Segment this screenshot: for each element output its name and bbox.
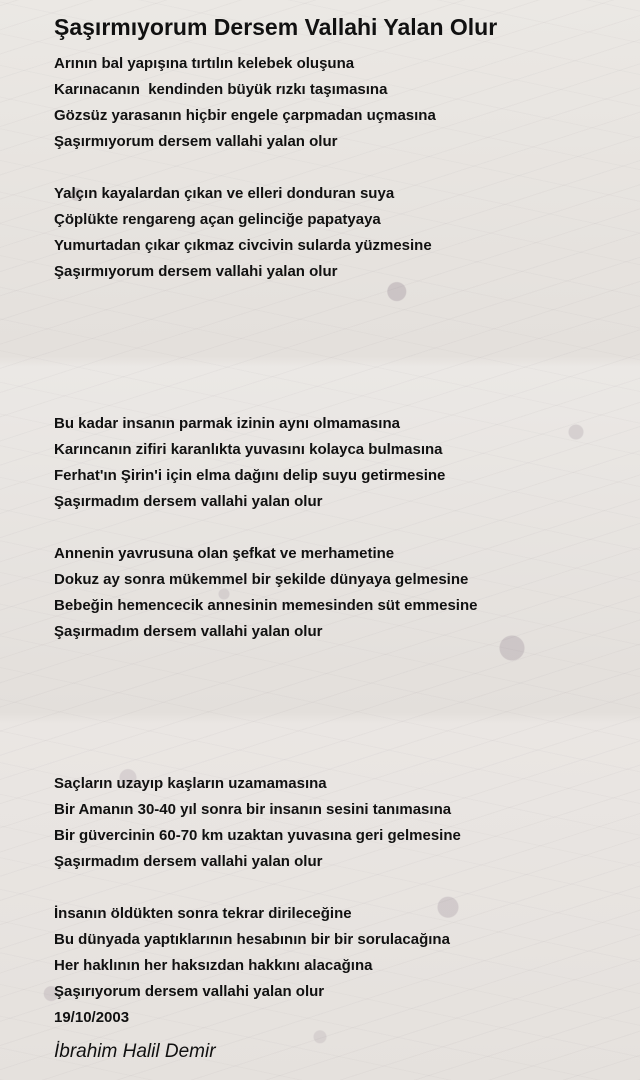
poem-line: Dokuz ay sonra mükemmel bir şekilde dünyaya gelmesine [54,571,469,588]
poem-date: 19/10/2003 [54,1009,130,1026]
poem-line: Saçların uzayıp kaşların uzamamasına [54,775,327,792]
poem-line: Çöplükte rengareng açan gelinciğe papatyaya [54,211,381,228]
poem-line: Bir Amanın 30-40 yıl sonra bir insanın sesini tanımasına [54,801,452,818]
stanza-2 [54,181,432,285]
poem-line: Şaşırmıyorum dersem vallahi yalan olur [54,263,338,280]
stanza-4 [54,541,477,645]
poem-line: Her haklının her haksızdan hakkını alacağına [54,957,373,974]
poem-line: Şaşırmadım dersem vallahi yalan olur [54,623,323,640]
poem-line: İnsanın öldükten sonra tekrar dirileceğine [54,905,352,922]
poem-author: İbrahim Halil Demir [54,1041,216,1062]
poem-line: Yumurtadan çıkar çıkmaz civcivin sularda yüzmesine [54,237,432,254]
poem-line: Karınacanın kendinden büyük rızkı taşımasına [54,81,388,98]
poem-line: Şaşırmadım dersem vallahi yalan olur [54,493,323,510]
poem-line: Ferhat'ın Şirin'i için elma dağını delip suyu getirmesine [54,467,446,484]
poem-line: Yalçın kayalardan çıkan ve elleri donduran suya [54,185,395,202]
stanza-6 [54,901,450,1031]
poem-line: Bu dünyada yaptıklarının hesabının bir bir sorulacağına [54,931,450,948]
stanza-1 [54,51,436,155]
poem-line: Arının bal yapışına tırtılın kelebek oluşuna [54,55,355,72]
poem-line: Şaşırmadım dersem vallahi yalan olur [54,853,323,870]
stanza-5 [54,771,461,875]
poem-line: Bebeğin hemencecik annesinin memesinden süt emmesine [54,597,478,614]
poem-line: Şaşırıyorum dersem vallahi yalan olur [54,983,325,1000]
stanza-3 [54,411,445,515]
poem-line: Şaşırmıyorum dersem vallahi yalan olur [54,133,338,150]
poem-line: Annenin yavrusuna olan şefkat ve merhametine [54,545,395,562]
poem-title: Şaşırmıyorum Dersem Vallahi Yalan Olur [54,14,498,40]
poem-line: Bu kadar insanın parmak izinin aynı olmamasına [54,415,400,432]
poem-line: Bir güvercinin 60-70 km uzaktan yuvasına geri gelmesine [54,827,461,844]
poem-line: Gözsüz yarasanın hiçbir engele çarpmadan uçmasına [54,107,436,124]
poem-line: Karıncanın zifiri karanlıkta yuvasını kolayca bulmasına [54,441,443,458]
